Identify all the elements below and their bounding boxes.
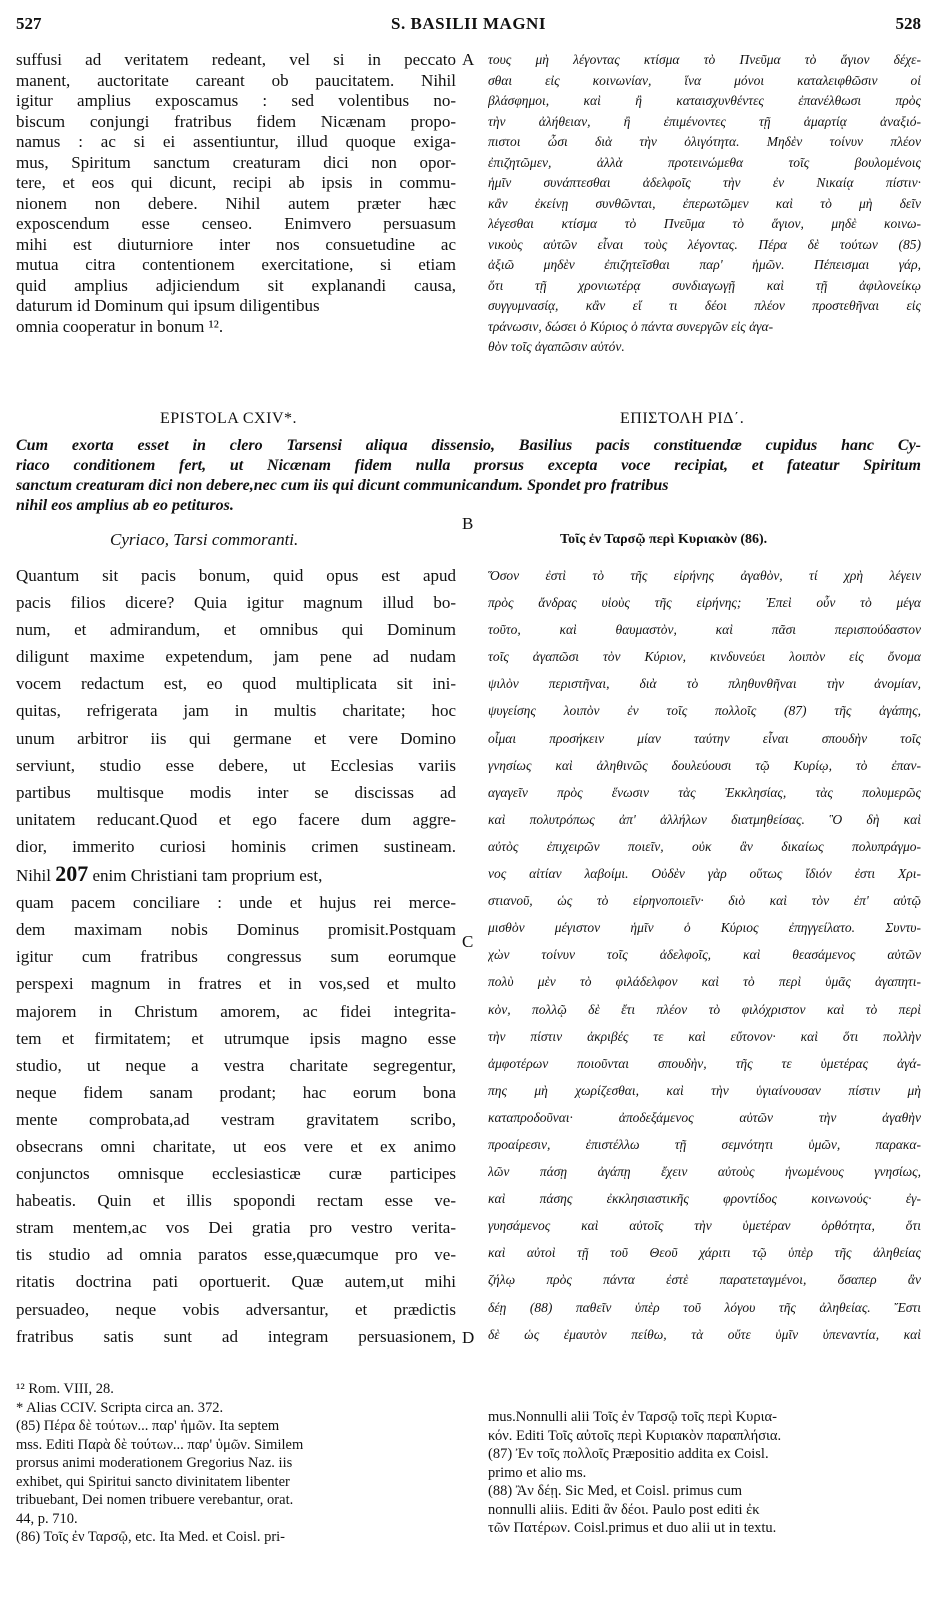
running-title: S. BASILII MAGNI [391, 14, 546, 33]
main-latin-text [16, 562, 456, 1350]
latin-line: stram mentem,ac vos Dei gratia pro vestro verita- [16, 1218, 456, 1238]
latin-line: dem maximam nobis Dominus promisit.Postquam [16, 920, 456, 940]
latin-line: dior, immerito curiosi hominis crimen sustineam. [16, 836, 456, 856]
main-greek-line: τοῖς ἀγαπῶσι τὸν Κύριον, κινδυνεύει λοιπὸν εἰς ὄνομα [488, 649, 921, 665]
footnotes-left-line: (86) Τοῖς ἐν Ταρσῷ, etc. Ita Med. et Coisl. pri- [16, 1529, 286, 1545]
latin-line: neque fidem sanam prodant; hac eorum bona [16, 1082, 456, 1102]
top-greek-line: συγγυμνασίᾳ, κἂν εἴ τι δέοι πλέον προστεθῆναι εἰς [488, 298, 921, 313]
main-greek-line: τὴν πίστιν ἀκριβές τε καὶ εὔτονον· καὶ ὅτι πολλὴν [488, 1028, 921, 1044]
epistle-title-greek: ΕΠΙΣΤΟΛΗ ΡΙΔ΄. [620, 410, 745, 427]
footnotes-left-line: 44, p. 710. [16, 1510, 78, 1527]
footnotes-left-line: prorsus animi moderationem Gregorius Naz. iis [16, 1455, 293, 1471]
main-greek-line: καταπροδοῦναι· ἀποδεξάμενος αὐτῶν τὴν ἀγαθὴν [488, 1109, 921, 1125]
footnotes-right-line: (87) Ἐν τοῖς πολλοῖς Præpositio addita ex Coisl. [488, 1446, 769, 1462]
main-greek-line: νος αἰτίαν λαβοίμι. Οὐδὲν γὰρ οὕτως ἴδιόν ἐστι Χρι- [488, 866, 921, 882]
top-latin-line: mihi est diuturniore inter nos consuetudine ac [16, 234, 456, 254]
right-page-number: 528 [895, 14, 921, 33]
main-greek-line: αὐτὸς ἐπιχειρῶν ποιεῖν, οὐκ ἂν δικαίως πολυπράγμο- [488, 838, 921, 854]
main-greek-line: ἀμφοτέρων ποιοῦνται σπουδὴν, τῆς τε ὑμετέρας ἀγά- [488, 1055, 921, 1071]
main-greek-line: ζήλῳ πρὸς πάντα ἐστὲ παρατεταγμένοι, ὅσαπερ ἂν [488, 1272, 921, 1288]
top-latin-line: quid amplius adjiciendum sit explanandi causa, [16, 275, 456, 295]
top-latin-line: manent, auctoritate careant ob paucitatem. Nihil [16, 70, 456, 90]
main-greek-line: οἶμαι προσήκειν μίαν ταύτην εἶναι σπουδὴν τοῖς [488, 730, 921, 746]
top-greek-line: νικοὺς αὐτῶν εἶναι τοὺς λέγοντας. Πέρα δὲ τούτων (85) [488, 236, 921, 252]
latin-line: num, et admirandum, et omnibus qui Dominum [16, 620, 456, 640]
top-greek-line: βλάσφημοι, καὶ ἢ καταισχυνθέντες ἐπανέλθωσι πρὸς [488, 93, 921, 108]
summary-line: sanctum creaturam dici non debere,nec cum iis qui dicunt communicandum. Spondet pro fratribus [16, 477, 669, 494]
main-greek-text [488, 562, 921, 1348]
footnotes-right-line: κόν. Editi Τοῖς αὐτοῖς περὶ Κυριακὸν παραπλήσια. [488, 1427, 782, 1444]
top-greek-line: θὸν τοῖς ἀγαπῶσιν αὐτόν. [488, 339, 625, 354]
top-latin-line: namus : ac si ei assentiuntur, illud quoque exiga- [16, 132, 456, 151]
summary-line: nihil eos amplius ab eo petituros. [16, 497, 234, 514]
latin-line: quitas, refrigerata jam in multis charitate; hoc [16, 701, 456, 721]
latin-line: mente comprobata,ad vestram gravitatem scribo, [16, 1109, 456, 1129]
top-greek-line: τους μὴ λέγοντας κτίσμα τὸ Πνεῦμα τὸ ἅγιον δέχε- [488, 52, 921, 67]
footnotes-left-line: * Alias CCIV. Scripta circa an. 372. [16, 1399, 224, 1416]
latin-line: majorem in Christum amorem, ac fidei integrita- [16, 1001, 456, 1021]
top-greek-line: σθαι εἰς κοινωνίαν, ἵνα μόνοι καταλειφθῶσιν οἱ [488, 72, 921, 88]
top-greek-line: λέγεσθαι κτίσμα τὸ Πνεῦμα τὸ ἅγιον, μηδὲ κοινω- [488, 216, 921, 231]
top-latin-line: suffusi ad veritatem redeant, vel si in peccato [16, 50, 456, 69]
footnotes-right-line: primo et alio ms. [488, 1464, 587, 1481]
top-latin-line: biscum conjungi fratribus fidem Nicænam propo- [16, 111, 456, 131]
main-greek-line: καὶ πολυτρόπως ἀπ' ἀλλήλων διατμηθείσας. Ὃ δὴ καὶ [488, 811, 921, 827]
footnotes-right-line: (88) Ἂν δέῃ. Sic Med, et Coisl. primus cum [488, 1483, 742, 1499]
main-greek-line: προαίρεσιν, ἐπιστέλλω τῇ σεμνότητι ὑμῶν, παρακα- [488, 1136, 921, 1152]
main-greek-line: κὸν, πολλῷ δὲ ἔτι πλέον τὸ φιλόχριστον καὶ τὸ περὶ [488, 1001, 921, 1017]
top-latin-text [16, 50, 456, 337]
top-greek-line: τὴν ἀλήθειαν, ἢ ἐπιμένοντες τῇ ἁμαρτίᾳ ἀναξιό- [488, 113, 921, 129]
summary-line: Cum exorta esset in clero Tarsensi aliqua dissensio, Basilius pacis constituendæ cupidus hanc Cy- [16, 437, 921, 454]
left-page-number: 527 [16, 14, 42, 33]
address-greek: Τοῖς ἐν Ταρσῷ περὶ Κυριακὸν (86). [560, 532, 768, 547]
epistle-summary [16, 436, 921, 516]
latin-line: tis studio ad omnia paratos esse,quæcumque pro ve- [16, 1245, 456, 1265]
latin-line: studio, ut neque a vestra charitate segregentur, [16, 1055, 456, 1075]
top-greek-line: ἐπιζητῶμεν, ἀλλὰ προτεινώμεθα τοῖς βουλομένοις [488, 154, 921, 170]
latin-line: tem et firmitatem; et utrumque ipsis magno esse [16, 1028, 456, 1048]
latin-line: Nihil 207 enim Christiani tam proprium est, [16, 861, 323, 887]
main-greek-line: γυησάμενος καὶ αὐτοῖς τὴν ὑμετέραν ὀρθότητα, ὅτι [488, 1218, 921, 1234]
latin-line: pacis filios dicere? Quia igitur magnum illud bo- [16, 593, 456, 613]
page-header [16, 14, 921, 40]
main-greek-line: αγαγεῖν πρὸς ἕνωσιν τὰς Ἐκκλησίας, τὰς πολυμερῶς [488, 784, 921, 800]
footnotes-left-line: (85) Πέρα δὲ τούτων... παρ' ἡμῶν. Ita septem [16, 1418, 280, 1434]
latin-line: Quantum sit pacis bonum, quid opus est apud [16, 566, 456, 585]
footnotes-right-line: nonnulli aliis. Editi ἂν δέοι. Paulo post editi ἐκ [488, 1501, 760, 1518]
margin-letter-b: B [462, 514, 474, 533]
top-latin-line: daturum id Dominum qui ipsum diligentibus [16, 296, 320, 315]
column-number: 207 [55, 861, 89, 887]
latin-line: persuadeo, neque vobis adversantur, et prædictis [16, 1299, 456, 1319]
main-greek-line: ψιλὸν περιστῆναι, διὰ τὸ πληθυνθῆναι τὴν ἀνομίαν, [488, 676, 921, 692]
footnotes-right-line: τῶν Πατέρων. Coisl.primus et duo alii ut in textu. [488, 1520, 777, 1536]
top-latin-line: mus, Spiritum sanctum creaturam dici non opor- [16, 152, 456, 172]
latin-line: serviunt, studio esse debere, ut Ecclesias variis [16, 755, 456, 775]
main-greek-line: μισθὸν μέγιστον ἡμῖν ὁ Κύριος ἐπηγγείλατο. Συντυ- [488, 920, 921, 936]
latin-line: quam pacem conciliare : unde et hujus rei merce- [16, 893, 456, 913]
top-latin-line: exposcendum esse censeo. Enimvero persuasum [16, 214, 456, 233]
latin-line: habeatis. Quin et illis spopondi rectam esse ve- [16, 1191, 456, 1211]
top-latin-line: tere, et eos qui dicunt, recipi ab ipsis in commu- [16, 173, 456, 192]
footnotes-left-line: mss. Editi Παρὰ δὲ τούτων... παρ' ὑμῶν. Similem [16, 1436, 304, 1453]
main-greek-line: καὶ πάσης ἐκκλησιαστικῆς φροντίδος κοινωνούς· ἐγ- [488, 1191, 921, 1207]
top-greek-line: ἀξιῶ μηδὲν ἐπιζητεῖσθαι παρ' ἡμῶν. Πέπεισμαι γάρ, [488, 257, 921, 272]
footnotes-right-line: mus.Nonnulli alii Τοῖς ἐν Ταρσῷ τοῖς περὶ Κυρια- [488, 1409, 777, 1425]
summary-line: riaco conditionem fert, ut Nicænam fidem nulla prorsus excepta voce recipiat, et fateatur Spiritum [16, 457, 921, 474]
main-greek-line: λῶν πάσῃ ἀγάπῃ ἔχειν αὐτοὺς ἡνωμένους γνησίως, [488, 1164, 921, 1180]
latin-line: diligunt maxime expetendum, jam pene ad nudam [16, 647, 456, 667]
epistle-title-latin: EPISTOLA CXIV*. [160, 410, 297, 427]
top-greek-line: πιστοι ὦσι διὰ τὴν ὀλιγότητα. Μηδὲν τοίνυν πλέον [488, 134, 921, 149]
latin-line: unitatem reducant.Quod et ego facere dum aggre- [16, 809, 456, 829]
main-greek-line: τοῦτο, καὶ θαυμαστὸν, καὶ πᾶσι περισπούδαστον [488, 622, 921, 638]
latin-line: igitur cum fratribus congressus sum eorumque [16, 947, 456, 967]
latin-line: obsecrans omni charitate, ut eos vere et ex animo [16, 1136, 456, 1156]
footnotes-left [16, 1380, 456, 1547]
main-greek-line: δὲ ὡς ἐμαυτὸν πείθω, τὰ οὔτε ὑμῖν ὑπεναντία, καὶ [488, 1326, 921, 1342]
main-greek-line: χὼν τοίνυν τοῖς ἀδελφοῖς, καὶ θεασάμενος αὐτῶν [488, 947, 921, 963]
margin-letter-c: C [462, 932, 474, 951]
top-latin-line: mutua citra contentionem exercitatione, si etiam [16, 255, 456, 274]
top-latin-line: nionem non debere. Nihil autem præter hæc [16, 193, 456, 213]
main-greek-line: καὶ αὐτοὶ τῇ τοῦ Θεοῦ χάριτι τῷ ὑπὲρ τῆς ἀληθείας [488, 1245, 921, 1261]
latin-line: perspexi magnum in fratres et in vos,sed et multo [16, 974, 456, 994]
main-greek-line: πης μὴ χωρίζεσθαι, καὶ τὴν ὑγιαίνουσαν πίστιν μὴ [488, 1082, 921, 1098]
main-greek-line: δέῃ (88) παθεῖν ὑπὲρ τοῦ λόγου τῆς ἀληθείας. Ἔστι [488, 1299, 921, 1315]
top-greek-line: ὅτι τῇ χρονιωτέρᾳ συνδιαγωγῇ καὶ τῇ ἀφιλονείκῳ [488, 277, 921, 293]
latin-line: conjunctos omnisque ecclesiasticæ curæ participes [16, 1164, 456, 1184]
main-greek-line: πρὸς ἄνδρας υἱοὺς τῆς εἰρήνης; Ἐπεὶ οὖν τὸ μέγα [488, 595, 921, 611]
latin-line: vocem redactum est, eo quod multiplicata sit ini- [16, 674, 456, 694]
top-greek-line: κἂν ἐκείνῃ συνθῶνται, ἐπερωτῶμεν καὶ τὸ μὴ δεῖν [488, 195, 921, 211]
footnotes-left-line: exhibet, qui Spiritui sancto divinitatem libenter [16, 1473, 290, 1490]
footnotes-left-line: ¹² Rom. VIII, 28. [16, 1381, 114, 1397]
top-latin-line: omnia cooperatur in bonum ¹². [16, 316, 224, 336]
footnotes-left-line: tribuebant, Dei nomen tribuere verebantur, orat. [16, 1492, 294, 1508]
main-greek-line: Ὅσον ἐστὶ τὸ τῆς εἰρήνης ἀγαθὸν, τί χρὴ λέγειν [488, 568, 921, 583]
main-greek-line: στιανοῦ, ὡς τὸ εἰρηνοποιεῖν· διὸ καὶ τὸν ἐπ' αὐτῷ [488, 893, 921, 909]
top-latin-line: igitur amplius exposcamus : sed volentibus no- [16, 91, 456, 110]
top-greek-line: τράνωσιν, δώσει ὁ Κύριος ὁ πάντα συνεργῶν εἰς ἀγα- [488, 318, 774, 334]
top-greek-line: ἡμῖν συνάπτεσθαι ἀδελφοῖς τὴν ἐν Νικαίᾳ πίστιν· [488, 175, 921, 190]
top-greek-text [488, 50, 921, 358]
address-latin: Cyriaco, Tarsi commoranti. [110, 530, 299, 549]
margin-letter-a: A [462, 50, 475, 69]
footnotes-right [488, 1408, 921, 1538]
latin-line: partibus multisque modis inter se discissas ad [16, 782, 456, 802]
main-greek-line: ψυγείσης λοιπὸν ἐν τοῖς πολλοῖς (87) τῆς ἀγάπης, [488, 703, 921, 719]
margin-letter-d: D [462, 1328, 475, 1347]
latin-line: ritatis doctrina pati oportuerit. Quæ autem,ut mihi [16, 1272, 456, 1292]
latin-line: fratribus satis sunt ad integram persuasionem, [16, 1326, 456, 1346]
main-greek-line: πολὺ μὲν τὸ φιλάδελφον καὶ τὸ περὶ ὑμᾶς ἀγαπητι- [488, 974, 921, 990]
main-greek-line: γνησίως καὶ ἀληθινῶς δουλεύουσι τῷ Κυρίῳ, τὸ ἐπαν- [488, 757, 921, 773]
latin-line: unum arbitror iis qui germane et vere Domino [16, 728, 456, 748]
